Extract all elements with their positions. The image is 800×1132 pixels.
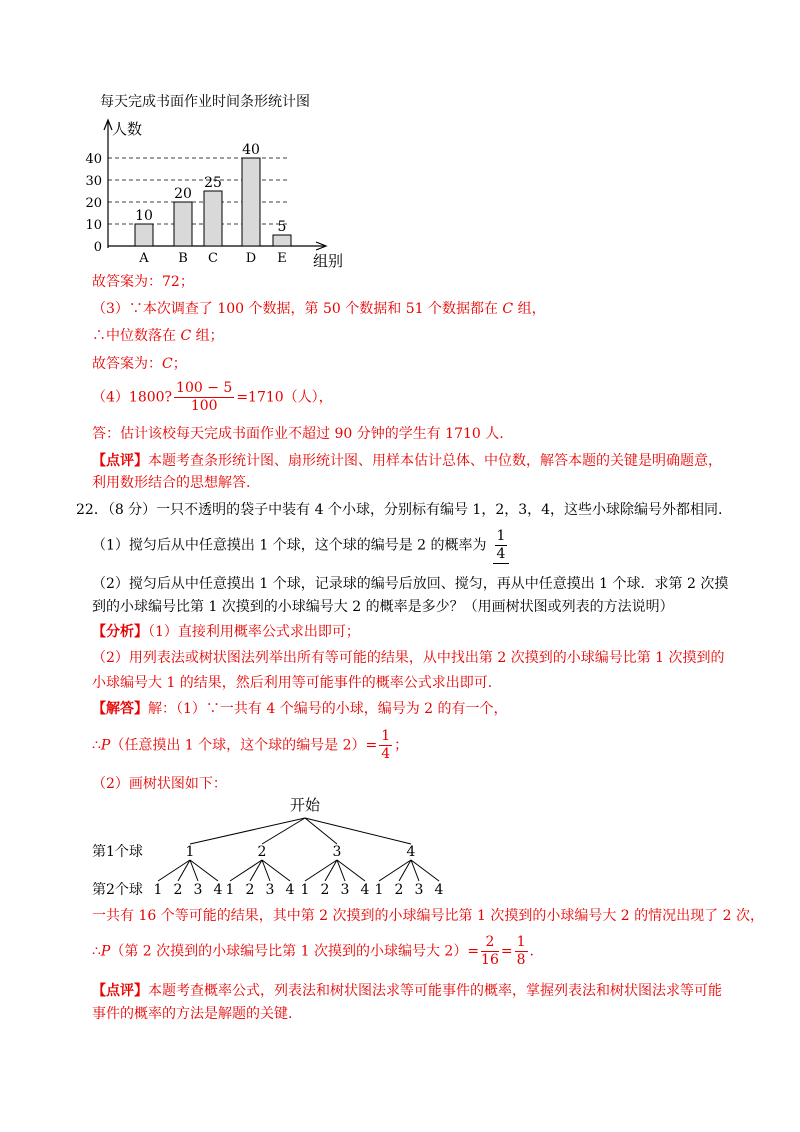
tree-intro: （2）画树状图如下： <box>92 776 227 792</box>
y-tick-label: 10 <box>85 218 102 233</box>
tree-node-second: 4 <box>285 882 295 898</box>
tree-node-second: 2 <box>173 882 183 898</box>
bar <box>242 158 260 246</box>
chart-title: 每天完成书面作业时间条形统计图 <box>100 94 310 110</box>
tree-node-second: 3 <box>265 882 275 898</box>
analysis-line1: 【分析】（1）直接利用概率公式求出即可； <box>92 624 360 640</box>
analysis-line2: （2）用列表法或树状图法列举出所有等可能的结果，从中找出第 2 次摸到的小球编号比第 1 次摸到的 <box>92 650 725 666</box>
review-21-line1: 【点评】本题考查条形统计图、扇形统计图、用样本估计总体、中位数，解答本题的关键是明确题意， <box>92 453 722 469</box>
analysis-line3: 小球编号大 1 的结果，然后利用等可能事件的概率公式求出即可. <box>92 675 493 691</box>
tree-node-second: 2 <box>320 882 330 898</box>
x-tick-label: A <box>139 251 149 266</box>
tree-diagram <box>80 794 470 906</box>
tree-level2-label: 第2个球 <box>92 882 143 898</box>
part3-line: （3）∵本次调查了 100 个数据，第 50 个数据和 51 个数据都在 C 组， <box>92 301 546 317</box>
y-tick-label: 0 <box>93 240 102 255</box>
problem-22-header: 22．（8 分）一只不透明的袋子中装有 4 个小球，分别标有编号 1，2，3，4，这些小球除编号外都相同. <box>76 502 723 518</box>
tree-branch <box>190 818 305 844</box>
result-line: 一共有 16 个等可能的结果，其中第 2 次摸到的小球编号比第 1 次摸到的小球编号大 2 的情况出现了 2 次， <box>92 908 764 924</box>
tree-node-second: 1 <box>374 882 384 898</box>
tree-branch <box>178 860 190 881</box>
x-tick-label: E <box>277 251 287 266</box>
bar-value-label: 10 <box>135 208 153 224</box>
question-2-line1: （2）搅匀后从中任意摸出 1 个球，记录球的编号后放回、搅匀，再从中任意摸出 1 个球．求第 2 次摸 <box>92 576 729 592</box>
answer-c: 故答案为：C； <box>92 356 187 372</box>
probability-line: ∴P（任意摸出 1 个球，这个球的编号是 2）= $\frac{1}{4}$ ； <box>92 728 409 762</box>
tree-node-second: 3 <box>414 882 424 898</box>
tree-branch <box>250 860 262 881</box>
median-line: ∴中位数落在 C 组； <box>92 328 224 344</box>
bar-value-label: 20 <box>174 186 192 202</box>
tree-branch <box>230 860 262 881</box>
y-tick-label: 20 <box>85 196 102 211</box>
tree-node-second: 4 <box>213 882 223 898</box>
part4-line: （4）1800? $\frac{100 - 5}{100}$ =1710（人）， <box>92 380 333 414</box>
x-axis-label: 组别 <box>313 252 344 270</box>
x-tick-label: B <box>178 251 188 266</box>
bar-value-label: 40 <box>242 142 260 158</box>
tree-node-second: 4 <box>360 882 370 898</box>
answer-72: 故答案为：72； <box>92 274 194 290</box>
tree-branch <box>158 860 190 881</box>
review-22-line1: 【点评】本题考查概率公式，列表法和树状图法求等可能事件的概率，掌握列表法和树状图法求等可能 <box>92 983 722 999</box>
tree-node-first: 1 <box>185 844 195 860</box>
tree-node-second: 1 <box>153 882 163 898</box>
tree-root: 开始 <box>289 796 321 814</box>
tree-node-second: 2 <box>394 882 404 898</box>
bar <box>204 191 222 246</box>
tree-level1-label: 第1个球 <box>92 844 143 860</box>
tree-branch <box>262 818 305 844</box>
question-2-line2: 到的小球编号比第 1 次摸到的小球编号大 2 的概率是多少？（用画树状图或列表的方法说明） <box>92 599 674 615</box>
bar-value-label: 5 <box>277 219 287 235</box>
y-tick-label: 30 <box>85 174 102 189</box>
bar <box>273 235 291 246</box>
probability2-line: ∴P（第 2 次摸到的小球编号比第 1 次摸到的小球编号大 2）= $\frac{2}{16}$ = $\frac{1}{8}$ . <box>92 934 534 968</box>
tree-node-first: 3 <box>332 844 342 860</box>
tree-branch <box>379 860 411 881</box>
tree-node-second: 1 <box>225 882 235 898</box>
y-tick-label: 40 <box>85 152 102 167</box>
question-1: （1）搅匀后从中任意摸出 1 个球，这个球的编号是 2 的概率为 $\frac{1}{4}$ <box>92 528 509 564</box>
bar <box>135 224 153 246</box>
x-tick-label: C <box>208 251 218 266</box>
tree-branch <box>325 860 337 881</box>
tree-branch <box>399 860 411 881</box>
tree-node-second: 1 <box>300 882 310 898</box>
tree-node-first: 4 <box>406 844 416 860</box>
tree-node-first: 2 <box>257 844 267 860</box>
conclusion-line: 答：估计该校每天完成书面作业不超过 90 分钟的学生有 1710 人. <box>92 426 504 442</box>
answer-line1: 【解答】解：（1）∵一共有 4 个编号的小球，编号为 2 的有一个， <box>92 701 508 717</box>
review-21-line2: 利用数形结合的思想解答. <box>92 475 251 491</box>
tree-node-second: 3 <box>193 882 203 898</box>
x-tick-label: D <box>245 251 257 266</box>
bar <box>174 202 192 246</box>
tree-node-second: 3 <box>340 882 350 898</box>
tree-node-second: 2 <box>245 882 255 898</box>
tree-branch <box>305 860 337 881</box>
review-22-line2: 事件的概率的方法是解题的关键. <box>92 1006 293 1022</box>
y-axis-label: 人数 <box>112 120 143 138</box>
bar-chart <box>80 114 350 270</box>
bar-value-label: 25 <box>204 175 222 191</box>
tree-node-second: 4 <box>434 882 444 898</box>
